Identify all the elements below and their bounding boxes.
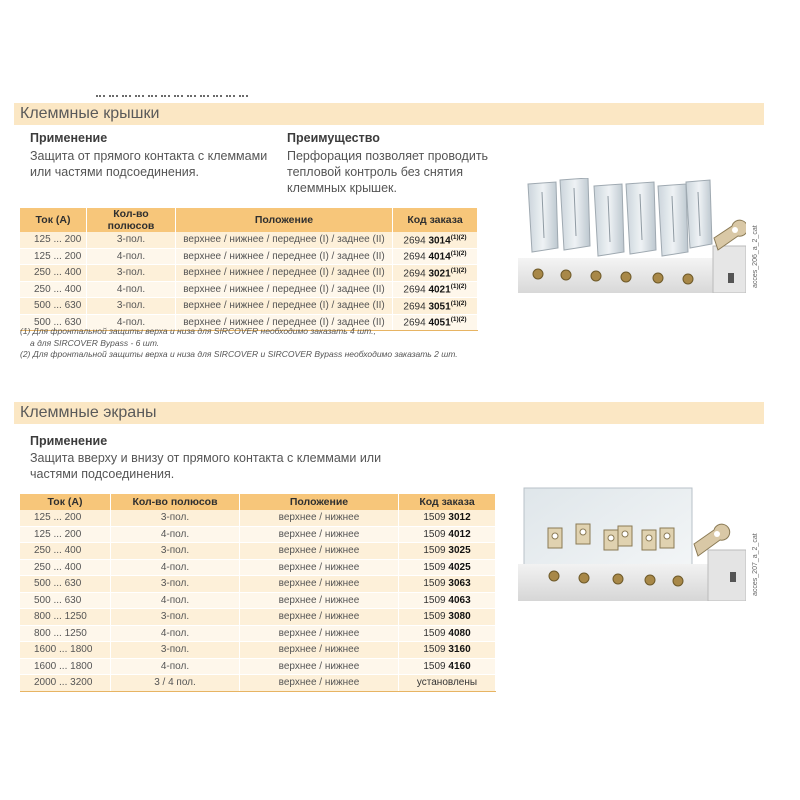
terminal-covers-table xyxy=(20,208,478,331)
cell-current: 250 ... 400 xyxy=(20,265,87,282)
footnotes xyxy=(20,326,458,361)
cell-position: верхнее / нижнее xyxy=(240,559,399,576)
cell-poles: 4-пол. xyxy=(87,281,176,298)
cell-order-code xyxy=(399,609,496,626)
cell-current: 125 ... 200 xyxy=(20,232,87,248)
photo-caption-1: acces_206_a_2_cat xyxy=(752,225,759,288)
cell-poles: 3-пол. xyxy=(111,576,240,593)
table-row xyxy=(20,248,478,265)
cell-poles: 4-пол. xyxy=(87,248,176,265)
cell-current: 250 ... 400 xyxy=(20,543,111,560)
column-header-position: Положение xyxy=(176,208,393,232)
cell-position: верхнее / нижнее / переднее (I) / заднее (II) xyxy=(176,298,393,315)
order-code-prefix: 1509 xyxy=(423,627,446,639)
column-header-current: Ток (А) xyxy=(20,208,87,232)
order-code-prefix: 1509 xyxy=(423,644,446,656)
table-row xyxy=(20,559,496,576)
section-title-terminal-screens: Клеммные экраны xyxy=(14,402,764,424)
order-code-prefix: 1509 xyxy=(423,528,446,540)
cell-position: верхнее / нижнее xyxy=(240,609,399,626)
cell-order-code xyxy=(399,592,496,609)
cell-current: 2000 ... 3200 xyxy=(20,675,111,692)
cell-poles: 3-пол. xyxy=(111,609,240,626)
table-row xyxy=(20,592,496,609)
advantage-text: Перфорация позволяет проводить тепловой контроль без снятия клеммных крышек. xyxy=(287,149,489,195)
table-row xyxy=(20,510,496,526)
order-code-suffix: 3021 xyxy=(428,267,451,279)
table-row xyxy=(20,642,496,659)
cell-position: верхнее / нижнее xyxy=(240,543,399,560)
cropped-text-fragment xyxy=(96,84,276,92)
footnote-reference: (1)(2) xyxy=(450,266,467,274)
cell-poles: 3-пол. xyxy=(87,265,176,282)
photo-caption-2: acces_207_a_2_cat xyxy=(752,533,759,596)
table-row xyxy=(20,625,496,642)
cell-position: верхнее / нижнее xyxy=(240,592,399,609)
terminal-screens-table xyxy=(20,494,496,692)
cell-order-code xyxy=(393,265,478,282)
cell-poles: 4-пол. xyxy=(111,526,240,543)
cell-current: 500 ... 630 xyxy=(20,592,111,609)
order-code-suffix: 3012 xyxy=(448,512,471,524)
cell-poles: 3-пол. xyxy=(87,232,176,248)
column-header-poles: Кол-во полюсов xyxy=(87,208,176,232)
cell-order-code xyxy=(399,526,496,543)
order-code-suffix: 4025 xyxy=(448,561,471,573)
cell-position: верхнее / нижнее / переднее (I) / заднее (II) xyxy=(176,248,393,265)
column-header-order-code: Код заказа xyxy=(393,208,478,232)
cell-current: 1600 ... 1800 xyxy=(20,642,111,659)
cell-current: 800 ... 1250 xyxy=(20,625,111,642)
footnote-1: (1) Для фронтальной защиты верха и низа для SIRCOVER необходимо заказать 4 шт., xyxy=(20,326,376,336)
order-code-prefix: 2694 xyxy=(403,300,426,312)
cell-poles: 3-пол. xyxy=(111,642,240,659)
cell-position: верхнее / нижнее xyxy=(240,510,399,526)
cell-current: 500 ... 630 xyxy=(20,314,87,331)
footnote-2: (2) Для фронтальной защиты верха и низа для SIRCOVER и SIRCOVER Bypass необходимо заказать 2 шт. xyxy=(20,349,458,359)
order-code-prefix: 2694 xyxy=(403,284,426,296)
cell-poles: 3 / 4 пол. xyxy=(111,675,240,692)
table-row xyxy=(20,543,496,560)
terminal-screens-photo xyxy=(518,486,746,601)
order-code-prefix: 1509 xyxy=(423,578,446,590)
cell-current: 125 ... 200 xyxy=(20,510,111,526)
footnote-reference: (1)(2) xyxy=(450,233,467,241)
order-code-prefix: 2694 xyxy=(403,234,426,246)
cell-position: верхнее / нижнее xyxy=(240,526,399,543)
cell-poles: 4-пол. xyxy=(111,658,240,675)
order-code-suffix: 3051 xyxy=(428,300,451,312)
cell-order-code xyxy=(399,543,496,560)
cell-order-code xyxy=(393,298,478,315)
order-code-prefix: 2694 xyxy=(403,317,426,329)
application-heading-2: Применение xyxy=(30,434,108,448)
table-header-row xyxy=(20,208,478,232)
column-header-current: Ток (А) xyxy=(20,494,111,510)
cell-order-code xyxy=(393,281,478,298)
cell-poles: 4-пол. xyxy=(111,625,240,642)
cell-order-code xyxy=(399,625,496,642)
order-code-suffix: 4160 xyxy=(448,660,471,672)
cell-order-code xyxy=(399,559,496,576)
cell-poles: 3-пол. xyxy=(111,543,240,560)
order-code-suffix: 4014 xyxy=(428,251,451,263)
column-header-order-code: Код заказа xyxy=(399,494,496,510)
cell-position: верхнее / нижнее / переднее (I) / заднее (II) xyxy=(176,314,393,331)
application-text-2: Защита вверху и внизу от прямого контакта с клеммами или частями подсоединения. xyxy=(30,451,382,481)
column-header-poles: Кол-во полюсов xyxy=(111,494,240,510)
cell-position: верхнее / нижнее / переднее (I) / заднее (II) xyxy=(176,265,393,282)
order-code-prefix: 2694 xyxy=(403,267,426,279)
order-code-suffix: 3014 xyxy=(428,234,451,246)
order-code-prefix: 1509 xyxy=(423,611,446,623)
cell-current: 250 ... 400 xyxy=(20,559,111,576)
footnote-1-continued: а для SIRCOVER Bypass - 6 шт. xyxy=(30,337,160,348)
order-code-prefix: 2694 xyxy=(403,251,426,263)
order-code-prefix: 1509 xyxy=(423,545,446,557)
cell-poles: 3-пол. xyxy=(111,510,240,526)
footnote-reference: (1)(2) xyxy=(450,299,467,307)
table-row xyxy=(20,576,496,593)
cell-order-code xyxy=(393,248,478,265)
order-code-suffix: 4051 xyxy=(428,317,451,329)
footnote-reference: (1)(2) xyxy=(450,250,467,258)
cell-poles: 4-пол. xyxy=(111,592,240,609)
application-heading: Применение xyxy=(30,131,108,145)
cell-order-code xyxy=(399,576,496,593)
cell-current: 800 ... 1250 xyxy=(20,609,111,626)
footnote-reference: (1)(2) xyxy=(450,316,467,324)
column-header-position: Положение xyxy=(240,494,399,510)
order-code-suffix: 3080 xyxy=(448,611,471,623)
order-code-prefix: 1509 xyxy=(423,561,446,573)
cell-position: верхнее / нижнее / переднее (I) / заднее (II) xyxy=(176,281,393,298)
footnote-reference: (1)(2) xyxy=(450,283,467,291)
order-code-prefix: 1509 xyxy=(423,660,446,672)
table-row xyxy=(20,658,496,675)
order-code-suffix: 4080 xyxy=(448,627,471,639)
table-row xyxy=(20,281,478,298)
cell-position: верхнее / нижнее xyxy=(240,576,399,593)
cell-position: верхнее / нижнее xyxy=(240,625,399,642)
table-row xyxy=(20,265,478,282)
order-code-suffix: 4012 xyxy=(448,528,471,540)
order-code-prefix: 1509 xyxy=(423,512,446,524)
order-code-suffix: 4063 xyxy=(448,594,471,606)
advantage-heading: Преимущество xyxy=(287,131,380,145)
table-row xyxy=(20,675,496,692)
cell-order-code xyxy=(399,510,496,526)
order-code-suffix: 3063 xyxy=(448,578,471,590)
order-code-prefix: 1509 xyxy=(423,594,446,606)
cell-current: 125 ... 200 xyxy=(20,526,111,543)
cell-order-code xyxy=(399,675,496,692)
order-code-suffix: 3025 xyxy=(448,545,471,557)
cell-position: верхнее / нижнее xyxy=(240,675,399,692)
terminal-covers-photo xyxy=(518,178,746,293)
section-title-terminal-covers: Клеммные крышки xyxy=(14,103,764,125)
cell-position: верхнее / нижнее xyxy=(240,642,399,659)
cell-order-code xyxy=(399,658,496,675)
cell-order-code xyxy=(399,642,496,659)
table-row xyxy=(20,298,478,315)
cell-current: 500 ... 630 xyxy=(20,576,111,593)
cell-poles: 4-пол. xyxy=(87,314,176,331)
table-row xyxy=(20,232,478,248)
order-code-text: установлены xyxy=(416,677,478,689)
cell-current: 500 ... 630 xyxy=(20,298,87,315)
table-header-row xyxy=(20,494,496,510)
cell-current: 250 ... 400 xyxy=(20,281,87,298)
cell-poles: 3-пол. xyxy=(87,298,176,315)
order-code-suffix: 3160 xyxy=(448,644,471,656)
order-code-suffix: 4021 xyxy=(428,284,451,296)
application-text: Защита от прямого контакта с клеммами или частями подсоединения. xyxy=(30,149,268,179)
cell-poles: 4-пол. xyxy=(111,559,240,576)
cell-current: 125 ... 200 xyxy=(20,248,87,265)
cell-position: верхнее / нижнее / переднее (I) / заднее (II) xyxy=(176,232,393,248)
table-row xyxy=(20,526,496,543)
cell-position: верхнее / нижнее xyxy=(240,658,399,675)
table-row xyxy=(20,609,496,626)
cell-order-code xyxy=(393,232,478,248)
cell-current: 1600 ... 1800 xyxy=(20,658,111,675)
